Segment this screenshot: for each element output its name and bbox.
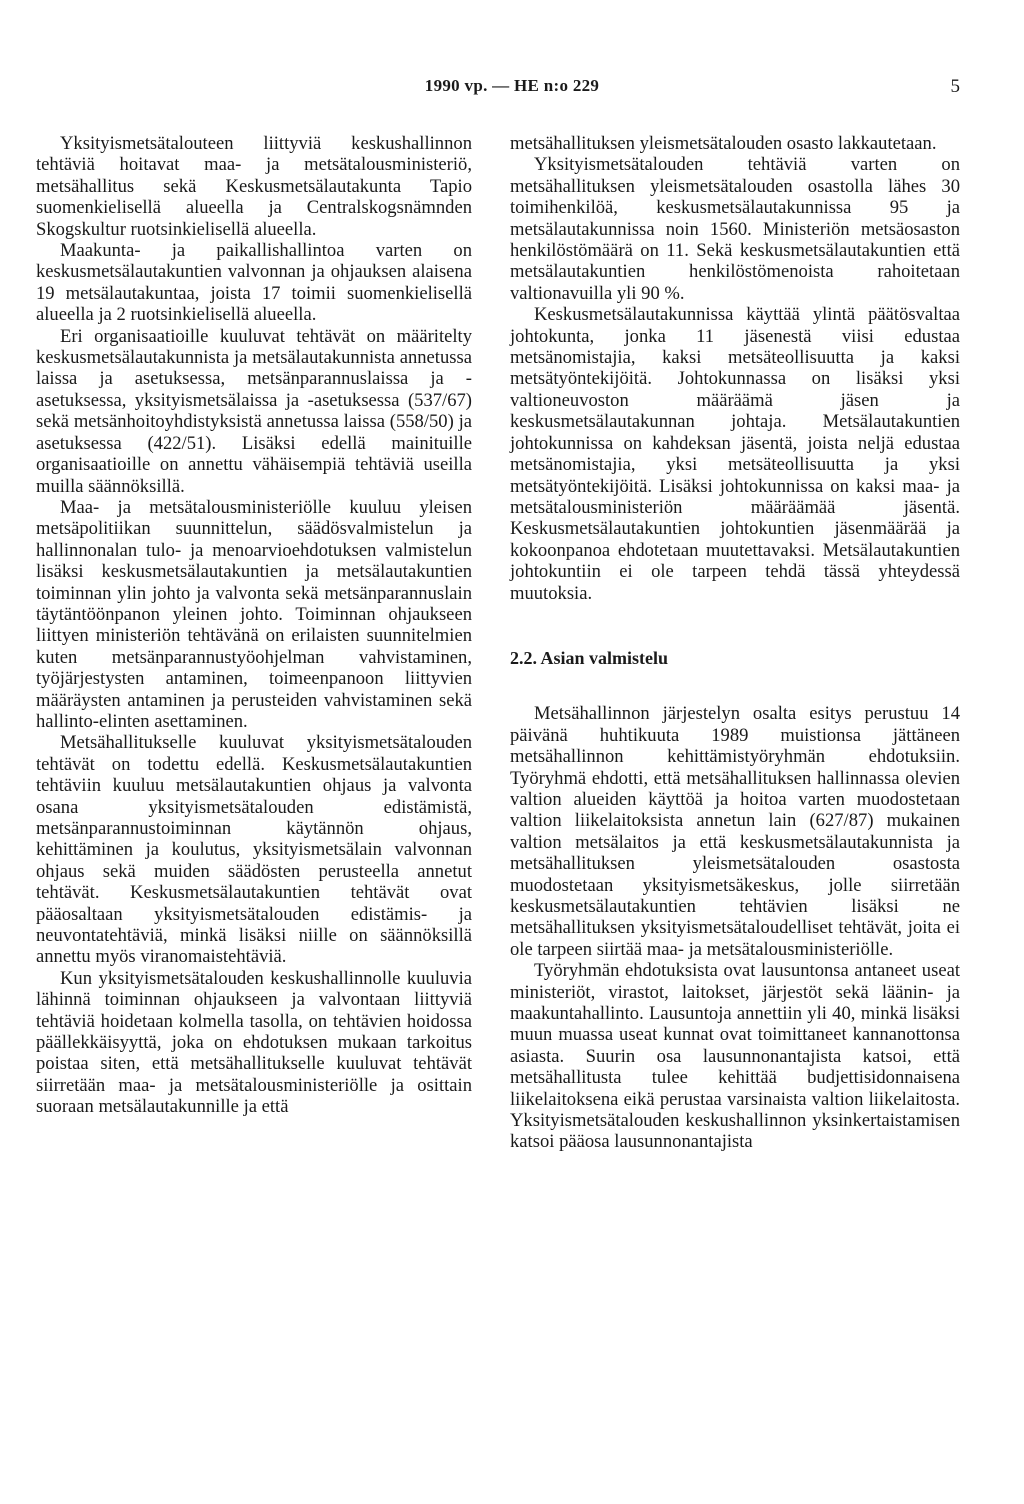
paragraph: Yksityismetsätalouteen liittyviä keskushallinnon tehtäviä hoitavat maa- ja metsätalousministeriö, metsähallitus sekä Keskusmetsälautakunta Tapio suomenkielisellä alueella ja Centralskogsnämnden Skogskultur ruotsinkielisellä alueella.: [36, 133, 472, 240]
paragraph: Maakunta- ja paikallishallintoa varten on keskusmetsälautakuntien valvonnan ja ohjauksen alaisena 19 metsälautakuntaa, joista 17 toimii suomenkielisellä alueella ja 2 ruotsinkielisellä alueella.: [36, 240, 472, 326]
paragraph: Kun yksityismetsätalouden keskushallinnolle kuuluvia lähinnä toiminnan ohjaukseen ja valvontaan liittyviä tehtäviä hoidetaan kolmella tasolla, on tehtävien hoidossa päällekkäisyyttä, joka on ehdotuksen mukaan tarkoitus poistaa siten, että metsähallitukselle kuuluvat tehtävät siirretään maa- ja metsätalousministeriölle ja osittain suoraan metsälautakunnille ja että: [36, 967, 472, 1118]
running-head: 1990 vp. — HE n:o 229: [424, 76, 600, 95]
paragraph: Maa- ja metsätalousministeriölle kuuluu yleisen metsäpolitiikan suunnittelun, säädösvalmistelun ja hallinnonalan tulo- ja menoarvioehdotuksen valmistelun lisäksi keskusmetsälautakuntien ja metsälautakuntien toiminnan ylin johto ja valvonta sekä metsänparannuslain täytäntöönpanon yleinen johto. Toiminnan ohjaukseen liittyen ministeriön tehtävänä on erilaisten suunnitelmien kuten metsänparannustyöohjelman vahvistaminen, työjärjestysten antaminen, toimeenpanoon liittyvien määräysten antaminen ja perusteiden vahvistaminen sekä hallinto-elinten asettaminen.: [36, 496, 472, 732]
paragraph: Työryhmän ehdotuksista ovat lausuntonsa antaneet useat ministeriöt, virastot, laitokset, järjestöt sekä läänin- ja maakuntahallinto. Lausuntoja annettiin yli 40, minkä lisäksi muun muassa useat kunnat ovat toimittaneet kannanottonsa asiasta. Suurin osa lausunnonantajista katsoi, että metsähallitusta tulee kehittää budjettisidonnaisena liikelaitoksena eikä perustaa varsinaista valtion liikelaitosta. Yksityismetsätalouden keskushallinnon yksinkertaistamisen katsoi pääosa lausunnonantajista: [510, 960, 960, 1153]
page-number: 5: [950, 76, 960, 97]
paragraph: Yksityismetsätalouden tehtäviä varten on metsähallituksen yleismetsätalouden osastolla lähes 30 toimihenkilöä, keskusmetsälautakunnissa 95 ja metsälautakunnissa noin 1560. Ministeriön metsäosaston henkilöstömäärä on 11. Sekä keskusmetsälautakuntien että metsälautakuntien henkilöstömenoista rahoitetaan valtionavuilla yli 90 %.: [510, 154, 960, 304]
page-header: [0, 76, 1024, 102]
paragraph: Eri organisaatioille kuuluvat tehtävät on määritelty keskusmetsälautakunnista ja metsälautakunnista annetussa laissa ja asetuksessa, metsänparannuslaissa ja -asetuksessa, yksityismetsälaissa ja -asetuksessa (537/67) sekä metsänhoitoyhdistyksistä annetussa laissa (558/50) ja asetuksessa (422/51). Lisäksi edellä mainituille organisaatioille on annettu vähäisempiä tehtäviä useilla muilla säännöksillä.: [36, 325, 472, 497]
paragraph: Keskusmetsälautakunnissa käyttää ylintä päätösvaltaa johtokunta, jonka 11 jäsenestä viisi edustaa metsänomistajia, kaksi metsäteollisuutta ja kaksi metsätyöntekijöitä. Johtokunnassa on lisäksi yksi valtioneuvoston määräämä jäsen ja keskusmetsälautakunnan johtaja. Metsälautakuntien johtokunnissa on kahdeksan jäsentä, joista neljä edustaa metsänomistajia, yksi metsäteollisuutta ja yksi metsätyöntekijöitä. Lisäksi johtokunnissa on kaksi maa- ja metsätalousministeriön määräämää jäsentä. Keskusmetsälautakuntien johtokuntien jäsenmäärää ja kokoonpanoa ehdotetaan muutettavaksi. Metsälautakuntien johtokuntiin ei ole tarpeen tehdä tässä yhteydessä muutoksia.: [510, 304, 960, 604]
paragraph: Metsähallinnon järjestelyn osalta esitys perustuu 14 päivänä huhtikuuta 1989 muistionsa jättäneen metsähallinnon kehittämistyöryhmän ehdotuksiin. Työryhmä ehdotti, että metsähallituksen hallinnassa olevien valtion alueiden käyttöä ja hoitoa varten muodostetaan valtion liikelaitoksista annetun lain (627/87) mukainen valtion metsälaitos ja että keskusmetsälautakunnista ja metsähallituksen yleismetsätalouden osastosta muodostetaan yksityismetsäkeskus, jolle siirretään keskusmetsälautakuntien tehtävien lisäksi ne metsähallituksen yksityismetsätaloudelliset tehtävät, joita ei ole tarpeen siirtää maa- ja metsätalousministeriölle.: [510, 703, 960, 960]
paragraph: Metsähallitukselle kuuluvat yksityismetsätalouden tehtävät on todettu edellä. Keskusmetsälautakuntien tehtäviin kuuluu metsälautakuntien ohjaus ja valvonta osana yksityismetsätalouden edistämistä, metsänparannustoiminnan käytännön ohjaus, kehittäminen ja koulutus, yksityismetsälain valvonnan ohjaus sekä muiden säädösten perusteella annetut tehtävät. Keskusmetsälautakuntien tehtävät ovat pääosaltaan yksityismetsätalouden edistämis- ja neuvontatehtäviä, minkä lisäksi niille on säännöksillä annettu myös viranomaistehtäviä.: [36, 732, 472, 968]
paragraph: metsähallituksen yleismetsätalouden osasto lakkautetaan.: [510, 133, 937, 154]
section-heading: 2.2. Asian valmistelu: [510, 647, 669, 668]
right-column: [510, 133, 960, 1153]
left-column: [36, 133, 472, 1118]
